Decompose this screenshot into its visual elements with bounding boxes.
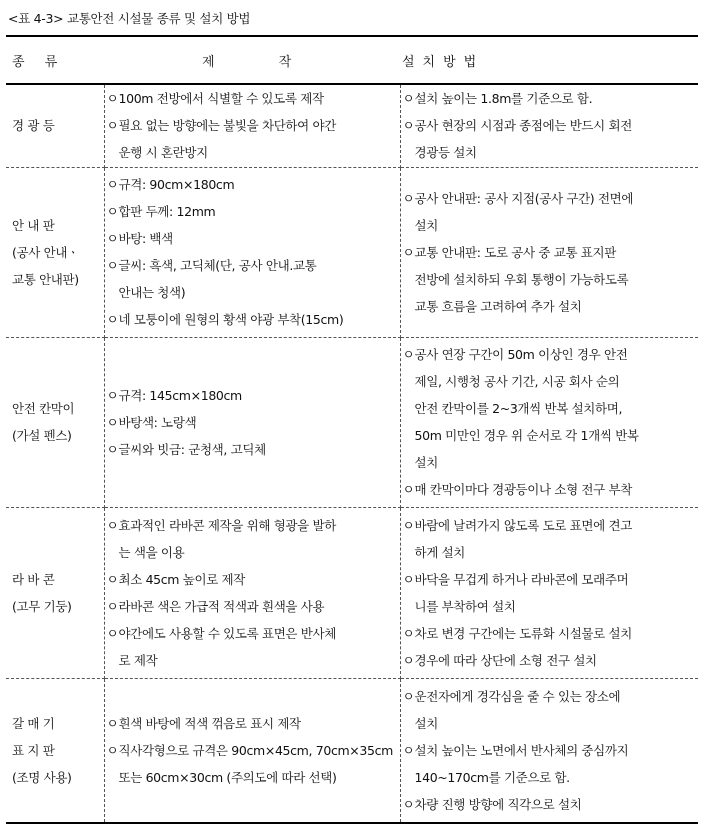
make-line: 바탕: 백색 [118, 231, 173, 246]
make-item-text [107, 225, 396, 252]
kind-label: (고무 기둥) [12, 598, 72, 614]
method-line: 경우에 따라 상단에 소형 전구 설치 [414, 652, 597, 668]
kind-cell [6, 84, 104, 167]
method-line: 바람에 날려가지 않도록 도로 표면에 견고 [414, 517, 632, 533]
table-row [6, 678, 698, 823]
bullet-marker: ㅇ [106, 312, 119, 327]
bullet-marker: ㅇ [402, 652, 415, 668]
make-item-text [107, 512, 396, 539]
method-line: 설치 [414, 217, 438, 233]
facility-table [6, 35, 698, 824]
make-line: 또는 60cm×30cm (주의도에 따라 선택) [118, 769, 337, 785]
method-item-text [403, 212, 695, 239]
bullet-marker: ㅇ [402, 796, 415, 812]
method-item-text [403, 476, 695, 503]
method-item-text [403, 112, 695, 139]
make-cell [104, 507, 400, 678]
make-line: 규격: 145cm×180cm [118, 387, 242, 403]
make-cell [104, 84, 400, 167]
make-item-text [107, 593, 396, 620]
method-line: 설치 [414, 715, 438, 731]
kind-label: 갈 매 기 [12, 715, 55, 731]
table-caption: <표 4-3> 교통안전 시설물 종류 및 설치 방법 [8, 11, 251, 26]
kind-label: 교통 안내판) [12, 271, 79, 287]
bullet-marker: ㅇ [106, 742, 119, 758]
bullet-marker: ㅇ [402, 517, 415, 533]
kind-label: (조명 사용) [12, 769, 72, 785]
method-line: 운전자에게 경각심을 줄 수 있는 장소에 [414, 688, 621, 704]
method-line: 바닥을 무겁게 하거나 라바콘에 모래주머 [414, 571, 629, 587]
make-item-text [107, 306, 396, 333]
kind-label: 안 내 판 [12, 217, 55, 233]
make-item-text [107, 620, 396, 647]
kind-label: 라 바 콘 [12, 571, 55, 587]
method-cell [400, 84, 698, 167]
bullet-marker: ㅇ [106, 177, 119, 192]
method-item-text [403, 139, 695, 166]
bullet-marker: ㅇ [402, 118, 415, 134]
kind-label: (공사 안내ㆍ [12, 244, 79, 260]
make-item-text [107, 382, 396, 409]
make-cell [104, 167, 400, 337]
method-line: 하게 설치 [414, 544, 466, 560]
make-line: 필요 없는 방향에는 불빛을 차단하여 야간 [118, 118, 336, 134]
method-item-text [403, 395, 695, 422]
kind-cell [6, 678, 104, 823]
method-line: 교통 흐름을 고려하여 추가 설치 [414, 298, 582, 314]
method-item-text [403, 512, 695, 539]
make-line: 운행 시 혼란방지 [118, 145, 208, 161]
bullet-marker: ㅇ [106, 571, 119, 587]
make-line: 규격: 90cm×180cm [118, 177, 235, 192]
header-kind-label: 종 류 [12, 54, 66, 70]
bullet-marker: ㅇ [402, 91, 415, 107]
kind-label: (가설 펜스) [12, 428, 72, 443]
kind-label: 안전 칸막이 [12, 401, 75, 416]
make-item-text [107, 112, 396, 139]
method-line: 전방에 설치하되 우회 통행이 가능하도록 [414, 271, 629, 287]
make-item-text [107, 710, 396, 737]
method-item-text [403, 341, 695, 368]
make-item-text [107, 737, 396, 764]
method-line: 설치 높이는 노면에서 반사체의 중심까지 [414, 742, 629, 758]
bullet-marker: ㅇ [402, 482, 415, 497]
method-line: 경광등 설치 [414, 145, 477, 161]
make-item-text [107, 139, 396, 166]
method-line: 140~170cm를 기준으로 함. [414, 769, 570, 785]
bullet-marker: ㅇ [402, 688, 415, 704]
make-line: 안내는 청색) [118, 285, 186, 300]
header-method [400, 36, 698, 84]
method-cell [400, 678, 698, 823]
method-item-text [403, 85, 695, 112]
method-item-text [403, 647, 695, 674]
method-item-text [403, 737, 695, 764]
kind-label: 표 지 판 [12, 742, 55, 758]
bullet-marker: ㅇ [106, 231, 119, 246]
method-item-text [403, 368, 695, 395]
bullet-marker: ㅇ [402, 347, 415, 362]
make-line: 로 제작 [118, 652, 158, 668]
make-cell [104, 678, 400, 823]
method-cell [400, 167, 698, 337]
bullet-marker: ㅇ [106, 91, 119, 107]
method-line: 설치 [414, 455, 438, 470]
bullet-marker: ㅇ [106, 715, 119, 731]
method-line: 제일, 시행청 공사 기간, 시공 회사 순의 [414, 374, 620, 389]
kind-cell [6, 337, 104, 507]
method-line: 50m 미만인 경우 위 순서로 각 1개씩 반복 [414, 428, 639, 443]
bullet-marker: ㅇ [402, 625, 415, 641]
method-line: 니를 부착하여 설치 [414, 598, 516, 614]
kind-label: 경 광 등 [12, 118, 55, 134]
make-line: 라바콘 색은 가급적 적색과 흰색을 사용 [118, 598, 325, 614]
make-line: 최소 45cm 높이로 제작 [118, 571, 246, 587]
bullet-marker: ㅇ [106, 204, 119, 219]
make-line: 글씨: 흑색, 고딕체(단, 공사 안내.교통 [118, 258, 317, 273]
kind-cell [6, 507, 104, 678]
bullet-marker: ㅇ [106, 441, 119, 457]
method-line: 공사 연장 구간이 50m 이상인 경우 안전 [414, 347, 628, 362]
method-item-text [403, 593, 695, 620]
method-item-text [403, 620, 695, 647]
method-item-text [403, 710, 695, 737]
make-item-text [107, 566, 396, 593]
method-item-text [403, 422, 695, 449]
make-line: 글씨와 빗금: 군청색, 고딕체 [118, 441, 266, 457]
bullet-marker: ㅇ [106, 258, 119, 273]
make-line: 효과적인 라바콘 제작을 위해 형광을 발하 [118, 517, 336, 533]
method-item-text [403, 683, 695, 710]
method-line: 공사 안내판: 공사 지점(공사 구간) 전면에 [414, 190, 634, 206]
method-item-text [403, 539, 695, 566]
method-item-text [403, 266, 695, 293]
make-line: 야간에도 사용할 수 있도록 표면은 반사체 [118, 625, 336, 641]
bullet-marker: ㅇ [402, 571, 415, 587]
bullet-marker: ㅇ [106, 414, 119, 430]
method-item-text [403, 239, 695, 266]
make-item-text [107, 171, 396, 198]
make-line: 합판 두께: 12mm [118, 204, 216, 219]
bullet-marker: ㅇ [106, 387, 119, 403]
table-header-row [6, 36, 698, 84]
method-item-text [403, 764, 695, 791]
header-make [104, 36, 400, 84]
kind-cell [6, 167, 104, 337]
make-line: 100m 전방에서 식별할 수 있도록 제작 [118, 91, 324, 107]
header-make-label: 제 작 [202, 54, 322, 70]
make-item-text [107, 647, 396, 674]
bullet-marker: ㅇ [402, 190, 415, 206]
table-row [6, 337, 698, 507]
bullet-marker: ㅇ [402, 742, 415, 758]
make-line: 네 모퉁이에 원형의 황색 야광 부착(15cm) [118, 312, 344, 327]
header-method-label: 설치방법 [402, 54, 485, 70]
table-row [6, 84, 698, 167]
make-item-text [107, 252, 396, 279]
method-line: 안전 칸막이를 2~3개씩 반복 설치하며, [414, 401, 623, 416]
method-line: 교통 안내판: 도로 공사 중 교통 표지판 [414, 244, 616, 260]
method-item-text [403, 449, 695, 476]
make-item-text [107, 764, 396, 791]
make-cell [104, 337, 400, 507]
make-item-text [107, 279, 396, 306]
make-line: 는 색을 이용 [118, 544, 185, 560]
make-line: 바탕색: 노랑색 [118, 414, 197, 430]
method-item-text [403, 185, 695, 212]
method-cell [400, 507, 698, 678]
table-row [6, 507, 698, 678]
method-line: 공사 현장의 시점과 종점에는 반드시 회전 [414, 118, 632, 134]
method-line: 차로 변경 구간에는 도류화 시설물로 설치 [414, 625, 632, 641]
method-cell [400, 337, 698, 507]
bullet-marker: ㅇ [402, 244, 415, 260]
bullet-marker: ㅇ [106, 517, 119, 533]
make-item-text [107, 85, 396, 112]
bullet-marker: ㅇ [106, 118, 119, 134]
method-item-text [403, 791, 695, 818]
header-kind [6, 36, 104, 84]
bullet-marker: ㅇ [106, 598, 119, 614]
bullet-marker: ㅇ [106, 625, 119, 641]
make-item-text [107, 539, 396, 566]
table-row [6, 167, 698, 337]
make-line: 직사각형으로 규격은 90cm×45cm, 70cm×35cm [118, 742, 393, 758]
make-item-text [107, 436, 396, 463]
make-line: 흰색 바탕에 적색 꺾음로 표시 제작 [118, 715, 301, 731]
method-line: 매 칸막이마다 경광등이나 소형 전구 부착 [414, 482, 632, 497]
method-line: 설치 높이는 1.8m를 기준으로 함. [414, 91, 593, 107]
method-item-text [403, 293, 695, 320]
method-item-text [403, 566, 695, 593]
make-item-text [107, 198, 396, 225]
make-item-text [107, 409, 396, 436]
method-line: 차량 진행 방향에 직각으로 설치 [414, 796, 582, 812]
